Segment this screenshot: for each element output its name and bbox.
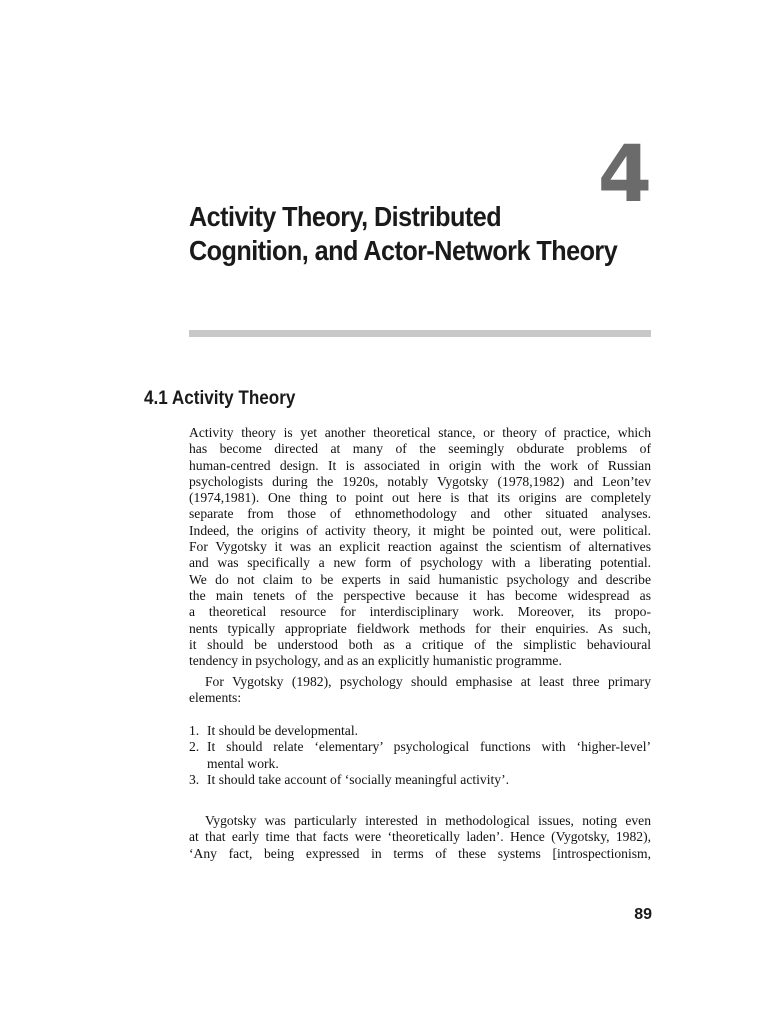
text-line: nents typically appropriate fieldwork methods for their enquiries. As such, [189,620,651,636]
text-line: elements: [189,690,242,706]
text-line: We do not claim to be experts in said humanistic psychology and describe [189,571,651,587]
text-line: at that early time that facts were ‘theoretically laden’. Hence (Vygotsky, 1982), [189,829,651,845]
list-item [189,723,651,739]
text-line: psychologists during the 1920s, notably Vygotsky (1978,1982) and Leon’tev [189,473,651,489]
text-line: Activity theory is yet another theoretical stance, or theory of practice, which [189,425,651,440]
list-item [189,739,651,772]
text-line: mental work. [207,755,279,771]
list-item [189,772,651,788]
text-line: tendency in psychology, and as an explicitly humanistic programme. [189,653,562,669]
text-line: (1974,1981). One thing to point out here is that its origins are completely [189,490,651,506]
paragraph-3 [189,813,651,862]
list-number: 1. [189,723,200,738]
text-line: separate from those of ethnomethodology and other situated analyses. [189,506,651,522]
text-line: and was specifically a new form of psychology with a liberating potential. [189,555,651,571]
text-line: Vygotsky was particularly interested in methodological issues, noting even [205,813,651,828]
text-line: has become directed at many of the seemingly obdurate problems of [189,441,651,457]
chapter-number: 4 [597,130,652,220]
text-line: For Vygotsky it was an explicit reaction against the scientism of alternatives [189,539,651,555]
numbered-list [189,723,651,788]
text-line: It should be developmental. [207,723,359,738]
page-number: 89 [634,906,652,923]
paragraph-2 [189,674,651,707]
section-heading: 4.1 Activity Theory [144,388,296,409]
chapter-title-line: Activity Theory, Distributed [189,201,502,232]
text-line: It should relate ‘elementary’ psychological functions with ‘higher-level’ [207,739,651,755]
text-line: It should take account of ‘socially meaningful activity’. [207,771,509,787]
paragraph-1 [189,425,651,669]
text-line: ‘Any fact, being expressed in terms of these systems [introspectionism, [189,845,651,861]
text-line: the main tenets of the perspective because it has become widespread as [189,587,651,603]
chapter-divider [189,330,651,337]
list-item-text [207,723,651,739]
text-line: human-centred design. It is associated in origin with the work of Russian [189,457,651,473]
list-number: 2. [189,739,200,755]
text-line: Indeed, the origins of activity theory, it might be pointed out, were political. [189,522,651,538]
list-item-text [207,772,651,788]
list-item-text [207,739,651,772]
text-line: For Vygotsky (1982), psychology should emphasise at least three primary [205,674,651,689]
chapter-title [189,200,618,268]
text-line: a theoretical resource for interdisciplinary work. Moreover, its propo- [189,604,651,620]
chapter-title-line: Cognition, and Actor-Network Theory [189,235,618,266]
text-line: it should be understood both as a critique of the simplistic behavioural [189,636,651,652]
list-number: 3. [189,771,200,787]
